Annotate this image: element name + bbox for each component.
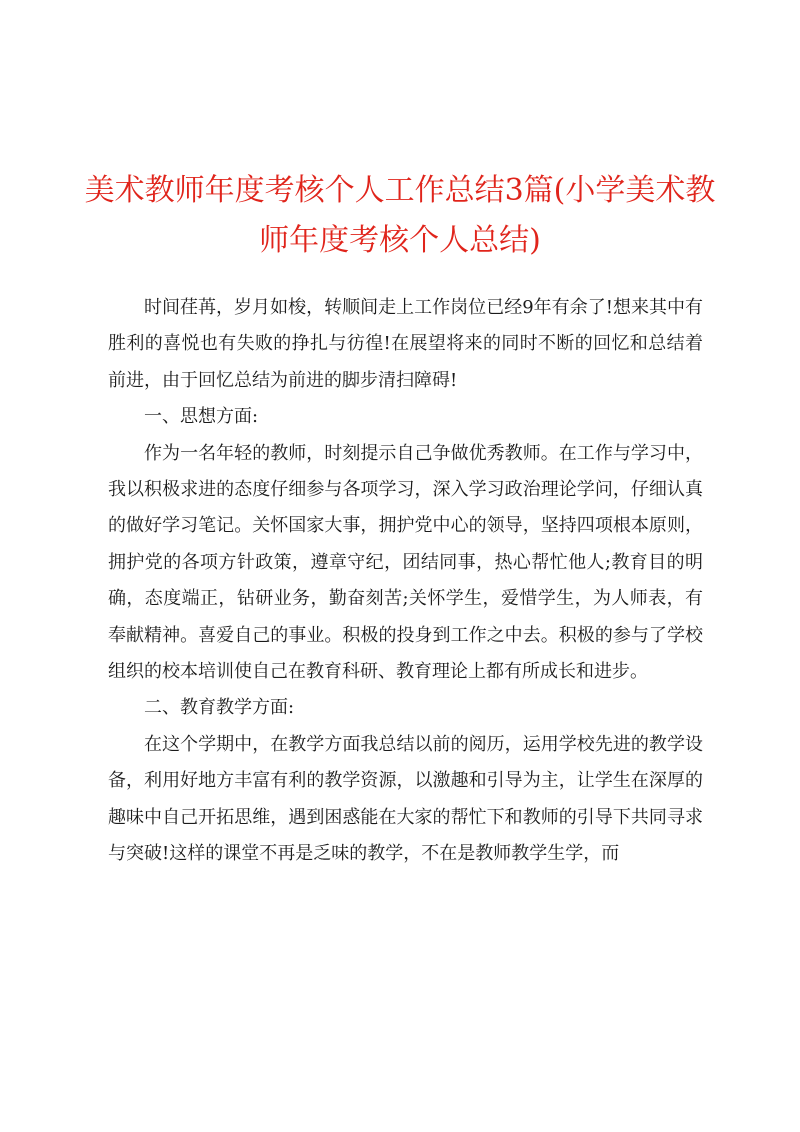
document-title: 美术教师年度考核个人工作总结3篇(小学美术教师年度考核个人总结) bbox=[84, 173, 716, 258]
document-body bbox=[108, 290, 703, 873]
paragraph-ideology: 作为一名年轻的教师，时刻提示自己争做优秀教师。在工作与学习中，我以积极求进的态度仔细参与各项学习，深入学习政治理论学问，仔细认真的做好学习笔记。关怀国家大事，拥护党中心的领导，坚持四项根本原则，拥护党的各项方针政策，遵章守纪，团结同事，热心帮忙他人;教育目的明确，态度端正，钻研业务，勤奋刻苦;关怀学生，爱惜学生，为人师表，有奉献精神。喜爱自己的事业。积极的投身到工作之中去。积极的参与了学校组织的校本培训使自己在教育科研、教育理论上都有所成长和进步。 bbox=[108, 442, 703, 683]
section-heading-teaching: 二、教育教学方面: bbox=[144, 697, 295, 719]
section-heading-ideology: 一、思想方面: bbox=[144, 406, 259, 428]
paragraph-teaching: 在这个学期中，在教学方面我总结以前的阅历，运用学校先进的教学设备，利用好地方丰富有利的教学资源，以激趣和引导为主，让学生在深厚的趣味中自己开拓思维，遇到困惑能在大家的帮忙下和教师的引导下共同寻求与突破!这样的课堂不再是乏味的教学，不在是教师教学生学，而 bbox=[108, 733, 703, 865]
paragraph-intro: 时间荏苒，岁月如梭，转顺间走上工作岗位已经9年有余了!想来其中有胜利的喜悦也有失败的挣扎与彷徨!在展望将来的同时不断的回忆和总结着前进，由于回忆总结为前进的脚步清扫障碍! bbox=[108, 297, 703, 391]
